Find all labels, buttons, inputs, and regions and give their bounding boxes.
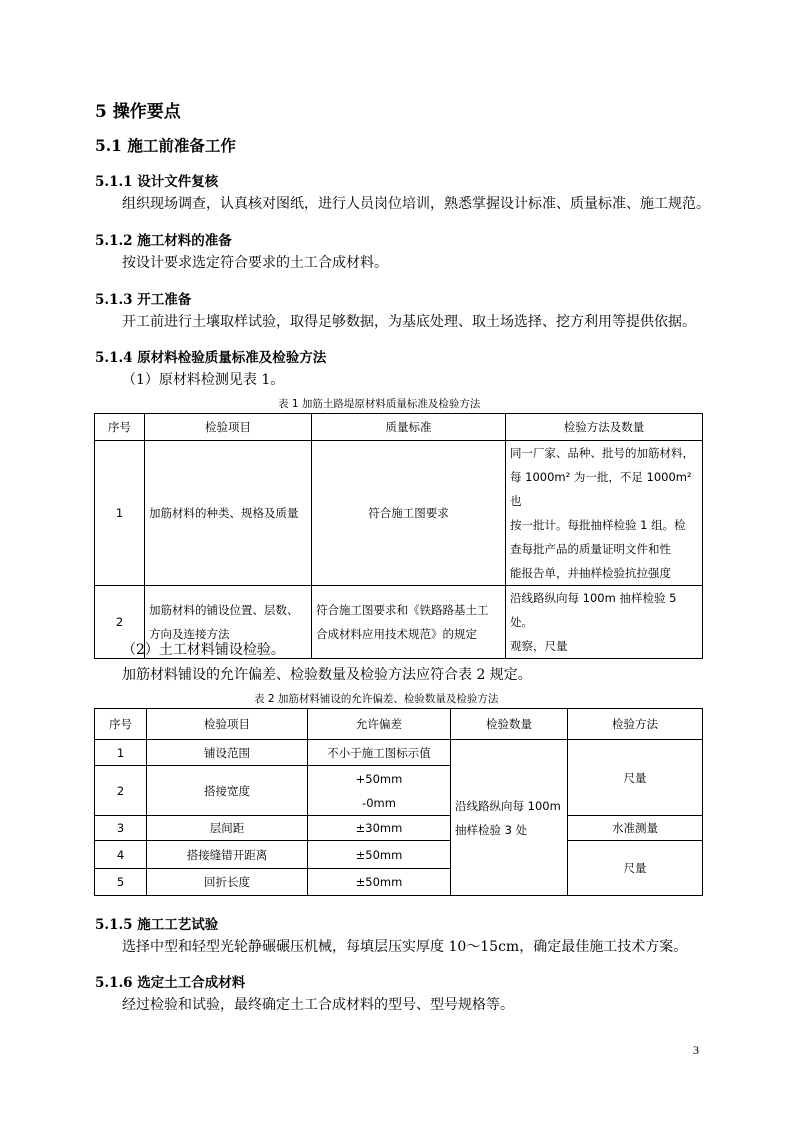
table-2-header-cell: 序号 xyxy=(95,709,147,740)
quantity-line: 抽样检验 3 处 xyxy=(455,822,528,837)
section-heading-5: 5 操作要点 xyxy=(95,102,181,122)
page-number: 3 xyxy=(693,1043,699,1057)
subsection-heading-5-1-5: 5.1.5 施工工艺试验 xyxy=(95,917,219,933)
table-cell-no: 1 xyxy=(95,740,147,766)
table-cell-tolerance: ±50mm xyxy=(308,841,451,869)
table-1-header-cell: 质量标准 xyxy=(312,414,506,441)
table-cell-item: 搭接缝错开距离 xyxy=(147,841,308,869)
subsection-heading-5-1-3: 5.1.3 开工准备 xyxy=(95,292,192,308)
subsection-heading-5-1-4: 5.1.4 原材料检验质量标准及检验方法 xyxy=(95,350,327,366)
table-1-caption: 表 1 加筋土路堤原材料质量标准及检验方法 xyxy=(278,398,481,410)
table-cell-no: 2 xyxy=(95,766,147,816)
table-cell-method: 尺量 xyxy=(568,841,703,896)
method-line: 能报告单，并抽样检验抗拉强度 xyxy=(510,566,671,580)
table-cell-tolerance xyxy=(308,766,451,816)
method-line: 同一厂家、品种、批号的加筋材料， xyxy=(510,446,694,460)
table-cell-no: 4 xyxy=(95,841,147,869)
section-heading-5-1: 5.1 施工前准备工作 xyxy=(95,136,236,155)
paragraph-5-1-1: 组织现场调查，认真核对图纸，进行人员岗位培训，熟悉掌握设计标准、质量标准、施工规范。 xyxy=(122,196,710,212)
table-1 xyxy=(94,413,703,659)
table-2-header-cell: 检验项目 xyxy=(147,709,308,740)
item-line: 加筋材料的铺设位置、层数、 xyxy=(149,603,299,617)
method-line: 按一批计。每批抽样检验 1 组。检 xyxy=(510,518,686,532)
table-1-header-row xyxy=(95,414,703,441)
paragraph-5-1-6: 经过检验和试验，最终确定土工合成材料的型号、型号规格等。 xyxy=(122,997,514,1013)
tolerance-line: +50mm xyxy=(355,771,403,786)
table-1-header-cell: 检验方法及数量 xyxy=(506,414,703,441)
table-cell-item: 回折长度 xyxy=(147,869,308,896)
method-line: 观察，尺量 xyxy=(510,639,568,653)
list-item-1: （1）原材料检测见表 1。 xyxy=(122,372,285,388)
table-2-header-cell: 检验方法 xyxy=(568,709,703,740)
table-row xyxy=(95,816,703,841)
table-cell-method xyxy=(506,441,703,586)
table-cell-tolerance: ±30mm xyxy=(308,816,451,841)
table-cell-standard xyxy=(312,586,506,659)
table-row xyxy=(95,441,703,586)
table-cell-tolerance: ±50mm xyxy=(308,869,451,896)
table-2-header-cell: 检验数量 xyxy=(451,709,568,740)
paragraph-5-1-2: 按设计要求选定符合要求的土工合成材料。 xyxy=(122,255,388,271)
table-cell-standard: 符合施工图要求 xyxy=(312,441,506,586)
subsection-heading-5-1-2: 5.1.2 施工材料的准备 xyxy=(95,233,232,249)
table-cell-no: 2 xyxy=(95,586,145,659)
method-line: 沿线路纵向每 100m 抽样检验 5 处。 xyxy=(510,591,677,629)
table-cell-quantity xyxy=(451,740,568,896)
table-row xyxy=(95,740,703,766)
table-2-header-row xyxy=(95,709,703,740)
table-cell-method: 尺量 xyxy=(568,740,703,816)
table-cell-item: 搭接宽度 xyxy=(147,766,308,816)
table-1-header-cell: 序号 xyxy=(95,414,145,441)
table-cell-item: 铺设范围 xyxy=(147,740,308,766)
paragraph-5-1-5: 选择中型和轻型光轮静碾碾压机械，每填层压实厚度 10～15cm，确定最佳施工技术方案。 xyxy=(122,939,688,955)
paragraph-5-1-3: 开工前进行土壤取样试验，取得足够数据，为基底处理、取土场选择、挖方利用等提供依据。 xyxy=(122,314,696,330)
standard-line: 符合施工图要求和《铁路路基土工 xyxy=(316,603,489,617)
table-1-header-cell: 检验项目 xyxy=(145,414,312,441)
table-cell-item: 加筋材料的种类、规格及质量 xyxy=(145,441,312,586)
table-row xyxy=(95,841,703,869)
standard-line: 合成材料应用技术规范》的规定 xyxy=(316,627,477,641)
table-cell-no: 3 xyxy=(95,816,147,841)
table-2-caption: 表 2 加筋材料铺设的允许偏差、检验数量及检验方法 xyxy=(254,693,499,705)
quantity-line: 沿线路纵向每 100m xyxy=(455,798,561,813)
table-cell-method xyxy=(506,586,703,659)
list-item-2: （2）土工材料铺设检验。 xyxy=(122,642,285,658)
subsection-heading-5-1-1: 5.1.1 设计文件复核 xyxy=(95,174,219,190)
table-cell-item: 层间距 xyxy=(147,816,308,841)
paragraph-table-2-intro: 加筋材料铺设的允许偏差、检验数量及检验方法应符合表 2 规定。 xyxy=(122,667,532,683)
method-line: 每 1000m² 为一批，不足 1000m² 也 xyxy=(510,470,692,508)
table-cell-no: 1 xyxy=(95,441,145,586)
table-cell-no: 5 xyxy=(95,869,147,896)
item-line: 方向及连接方法 xyxy=(149,627,230,641)
table-2 xyxy=(94,708,703,896)
method-line: 查每批产品的质量证明文件和性 xyxy=(510,542,671,556)
table-cell-method: 水准测量 xyxy=(568,816,703,841)
table-2-header-cell: 允许偏差 xyxy=(308,709,451,740)
subsection-heading-5-1-6: 5.1.6 选定土工合成材料 xyxy=(95,975,246,991)
table-cell-tolerance: 不小于施工图标示值 xyxy=(308,740,451,766)
tolerance-line: -0mm xyxy=(362,795,396,810)
